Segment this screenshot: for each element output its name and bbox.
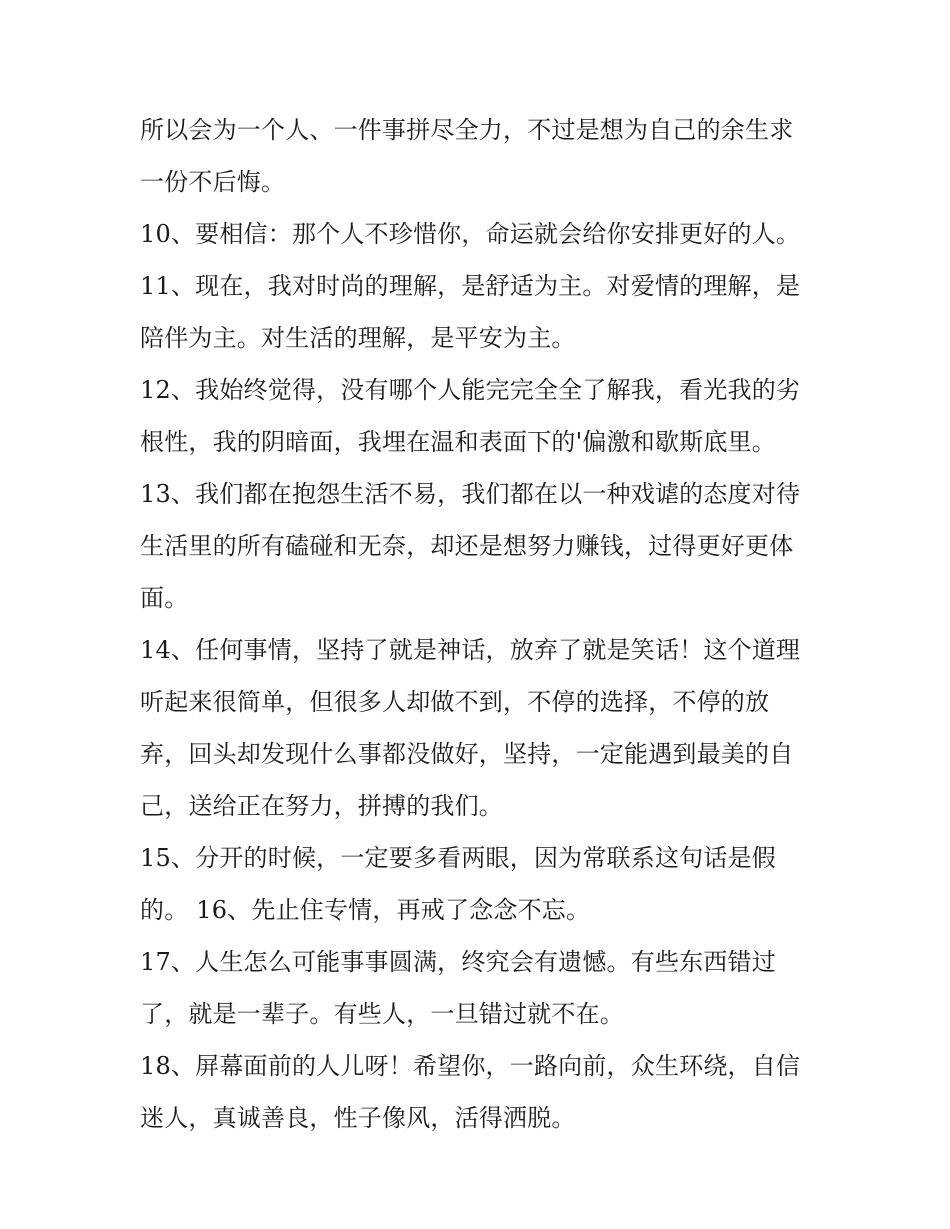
text-line: 17、人生怎么可能事事圆满，终究会有遗憾。有些东西错过 bbox=[140, 948, 776, 976]
text-line: 所以会为一个人、一件事拼尽全力，不过是想为自己的余生求 bbox=[140, 116, 794, 144]
document-body bbox=[140, 104, 830, 1144]
text-line: 陪伴为主。对生活的理解，是平安为主。 bbox=[140, 324, 576, 352]
text-line: 13、我们都在抱怨生活不易，我们都在以一种戏谑的态度对待 bbox=[140, 480, 801, 508]
text-line: 根性，我的阴暗面，我埋在温和表面下的'偏激和歇斯底里。 bbox=[140, 428, 776, 456]
text-line: 了，就是一辈子。有些人，一旦错过就不在。 bbox=[140, 1000, 624, 1028]
text-line: 一份不后悔。 bbox=[140, 168, 286, 196]
text-line: 弃，回头却发现什么事都没做好，坚持，一定能遇到最美的自 bbox=[140, 740, 794, 768]
text-line: 的。 16、先止住专情，再戒了念念不忘。 bbox=[140, 896, 591, 924]
text-line: 11、现在，我对时尚的理解，是舒适为主。对爱情的理解，是 bbox=[140, 272, 801, 300]
text-line: 面。 bbox=[140, 584, 189, 612]
text-line: 15、分开的时候，一定要多看两眼，因为常联系这句话是假 bbox=[140, 844, 776, 872]
text-line: 12、我始终觉得，没有哪个人能完完全全了解我，看光我的劣 bbox=[140, 376, 801, 404]
text-line: 生活里的所有磕碰和无奈，却还是想努力赚钱，过得更好更体 bbox=[140, 532, 794, 560]
text-line: 迷人，真诚善良，性子像风，活得洒脱。 bbox=[140, 1104, 576, 1132]
text-line: 10、要相信：那个人不珍惜你，命运就会给你安排更好的人。 bbox=[140, 220, 801, 248]
text-line: 18、屏幕面前的人儿呀！希望你，一路向前，众生环绕，自信 bbox=[140, 1052, 801, 1080]
text-line: 己，送给正在努力，拼搏的我们。 bbox=[140, 792, 503, 820]
text-line: 14、任何事情，坚持了就是神话，放弃了就是笑话！这个道理 bbox=[140, 636, 801, 664]
text-line: 听起来很简单，但很多人却做不到，不停的选择，不停的放 bbox=[140, 688, 770, 716]
